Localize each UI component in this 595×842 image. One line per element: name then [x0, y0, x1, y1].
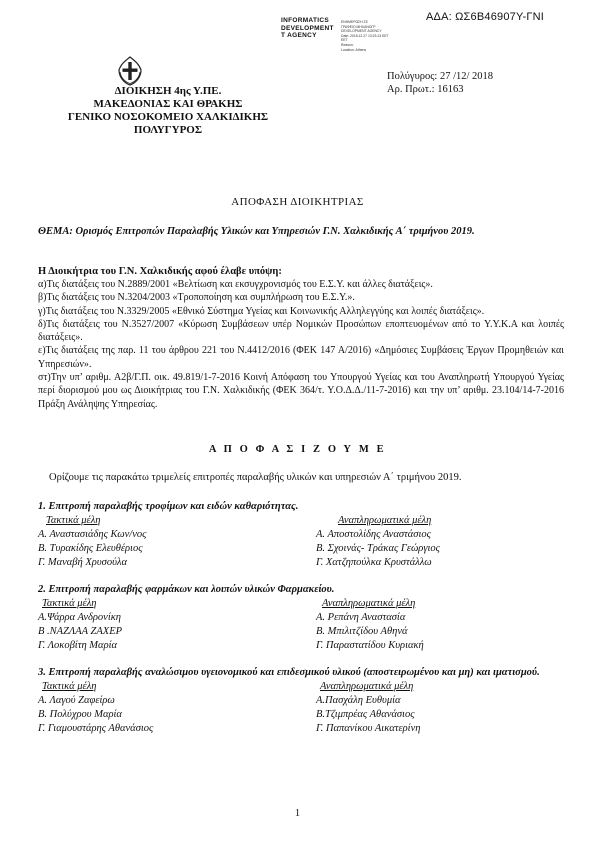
clause-item: γ)Τις διατάξεις του Ν.3329/2005 «Εθνικό Σύστημα Υγείας και Κοινωνικής Αλληλεγγύης και λοιπές διατάξεις». — [38, 305, 485, 317]
member-row — [38, 694, 564, 708]
legal-clauses — [38, 278, 564, 411]
page-number: 1 — [294, 808, 301, 819]
alternate-member: Γ. Παπανίκου Αικατερίνη — [316, 723, 421, 735]
signature-logo-line: INFORMATICS — [281, 17, 329, 24]
member-row — [38, 542, 564, 556]
clause-item: α)Τις διατάξεις του Ν.2889/2001 «Βελτίωση και εκσυγχρονισμός του Ε.Σ.Υ. και άλλες διατάξεις». — [38, 279, 433, 290]
organization-header — [48, 85, 288, 137]
regular-members-header: Τακτικά μέλη — [46, 514, 101, 526]
clause-item: ε)Τις διατάξεις της παρ. 11 του άρθρου 221 του Ν.4412/2016 (ΦΕΚ 147 Α/2016) «Δημόσιες Συμβάσεις Έργων Προμηθειών και Υπηρεσιών». — [38, 345, 564, 370]
alternate-members-header: Αναπληρωματικά μέλη — [320, 680, 414, 692]
digital-signature-logo — [281, 17, 334, 40]
alternate-members-header: Αναπληρωματικά μέλη — [338, 514, 432, 526]
digital-signature-details — [341, 20, 389, 52]
alternate-members-header: Αναπληρωματικά μέλη — [322, 597, 416, 609]
committee-pharmacy — [38, 583, 564, 654]
alternate-member: Β. Μπιλιτζίδου Αθηνά — [316, 626, 408, 638]
committee-food-cleaning — [38, 500, 564, 571]
subject-line: ΘΕΜΑ: Ορισμός Επιτροπών Παραλαβής Υλικών και Υπηρεσιών Γ.Ν. Χαλκιδικής Α΄ τριμήνου 2019. — [38, 226, 475, 237]
regular-member: Β. Πολύχρου Μαρία — [38, 709, 122, 721]
committee-medical-supplies — [38, 666, 564, 737]
intro-statement: Η Διοικήτρια του Γ.Ν. Χαλκιδικής αφού έλαβε υπόψη: — [38, 266, 282, 277]
header-line-hospital: ΓΕΝΙΚΟ ΝΟΣΟΚΟΜΕΙΟ ΧΑΛΚΙΔΙΚΗΣ — [67, 111, 269, 123]
decision-heading: Α Π Ο Φ Α Σ Ι Ζ Ο Υ Μ Ε — [208, 444, 387, 455]
alternate-member: Β.Τζιμπρέας Αθανάσιος — [316, 709, 415, 721]
committee-title: 2. Επιτροπή παραλαβής φαρμάκων και λοιπών υλικών Φαρμακείου. — [38, 584, 335, 595]
alternate-member: Β. Σχοινάς- Τράκας Γεώργιος — [316, 543, 440, 555]
committee-title: 3. Επιτροπή παραλαβής αναλώσιμου υγειονομικού και επιδεσμικού υλικού (αποστειρωμένου και μη) και ιματισμού. — [38, 667, 540, 678]
header-line-city: ΠΟΛΥΓΥΡΟΣ — [133, 124, 203, 136]
regular-member: Β .ΝΑΖΛΑΑ ΖΑΧΕΡ — [38, 626, 123, 638]
regular-member: Β. Τυρακίδης Ελευθέριος — [38, 543, 143, 555]
alternate-member: Α. Αποστολίδης Αναστάσιος — [316, 528, 431, 540]
member-row — [38, 639, 564, 653]
protocol-number: Αρ. Πρωτ.: 16163 — [387, 84, 464, 95]
alternate-member: Α.Πασχάλη Ευθυμία — [316, 694, 401, 706]
regular-member: Α. Αναστασιάδης Κων/νος — [38, 528, 147, 540]
alternate-member: Γ. Χατζηπούλκα Κρυστάλλω — [316, 557, 432, 569]
signature-detail-line: DEVELOPMENT AGENCY — [341, 29, 382, 34]
alternate-member: Γ. Παραστατίδου Κυριακή — [316, 640, 424, 652]
member-row — [38, 611, 564, 625]
signature-detail-line: Location: Athens — [341, 47, 367, 52]
clause-item: β)Τις διατάξεις του Ν.3204/2003 «Τροποποίηση και συμπλήρωση του Ε.Σ.Υ.». — [38, 292, 355, 304]
header-line-administration: ΔΙΟΙΚΗΣΗ 4ης Υ.ΠΕ. — [114, 85, 222, 97]
header-line-region: ΜΑΚΕΔΟΝΙΑΣ ΚΑΙ ΘΡΑΚΗΣ — [93, 98, 243, 110]
regular-member: Α.Ψάρρα Ανδρονίκη — [38, 611, 121, 623]
signature-detail-line: ΓΡΑΦΕΙΟ ΜΗΧΑΝΟΓΡ — [341, 24, 376, 29]
member-row — [38, 625, 564, 639]
member-row — [38, 708, 564, 722]
date-protocol-block — [387, 70, 493, 96]
regular-member: Α. Λαγού Ζαφείρω — [38, 694, 115, 706]
member-row — [38, 556, 564, 570]
alternate-member: Α. Ρεπάνη Αναστασία — [316, 611, 406, 623]
signature-detail-line: EET — [341, 38, 348, 43]
regular-member: Γ. Λοκοβίτη Μαρία — [38, 640, 118, 652]
regular-members-header: Τακτικά μέλη — [42, 597, 97, 609]
clause-item: στ)Την υπ’ αριθμ. Α2β/Γ.Π. οικ. 49.819/1-7-2016 Κοινή Απόφαση του Υπουργού Υγείας και του Αναπληρωτή Υπουργού Υγείας περί διορισμού μου ως Διοικήτριας του Γ.Ν. Χαλκιδικής (ΦΕΚ 364/τ. Υ.Ο.Δ.Δ./11-7-2016) και την υπ’ αριθμ. 23.104/14-7-2016 Πράξη Ανάληψης Υπηρεσίας. — [38, 372, 564, 410]
document-title: ΑΠΟΦΑΣΗ ΔΙΟΙΚΗΤΡΙΑΣ — [231, 196, 364, 208]
regular-member: Γ. Γιαμουστάρης Αθανάσιος — [38, 723, 154, 735]
signature-detail-line: Date: 2018.12.27 13:23:13 EET — [341, 33, 389, 38]
committee-title: 1. Επιτροπή παραλαβής τροφίμων και ειδών καθαριότητας. — [38, 501, 299, 512]
signature-logo-line: DEVELOPMENT — [281, 24, 334, 32]
ada-code: ΑΔΑ: ΩΣ6Β46907Υ-ΓΝΙ — [426, 11, 545, 23]
place-date: Πολύγυρος: 27 /12/ 2018 — [387, 71, 494, 82]
signature-detail-line: Reason: — [341, 42, 354, 47]
member-row — [38, 722, 564, 736]
member-row — [38, 528, 564, 542]
clause-item: δ)Τις διατάξεις του Ν.3527/2007 «Κύρωση Συμβάσεων υπέρ Νομικών Προσώπων εποπτευομένων από το Υ.Υ.Κ.Α και λοιπές διατάξεις». — [38, 318, 564, 344]
decision-preamble: Ορίζουμε τις παρακάτω τριμελείς επιτροπές παραλαβής υλικών και υπηρεσιών Α΄ τριμήνου 2019. — [49, 472, 462, 483]
greek-emblem-icon — [116, 56, 144, 86]
regular-members-header: Τακτικά μέλη — [42, 680, 97, 692]
signature-detail-line: ΕΝΗΜΕΡΩΣΗ ΣΕ — [341, 20, 368, 24]
signature-logo-line: T AGENCY — [281, 32, 317, 40]
regular-member: Γ. Μαναβή Χρυσούλα — [38, 557, 127, 569]
